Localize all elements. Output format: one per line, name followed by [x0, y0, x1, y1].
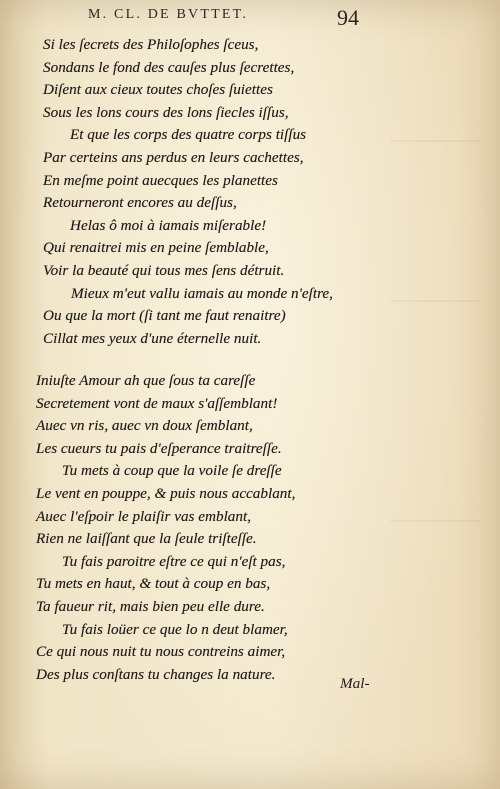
verse-line: Helas ô moi à iamais miſerable! [70, 216, 267, 234]
running-head: M. CL. DE BVTTET. [88, 7, 249, 22]
show-through-mark [390, 140, 480, 142]
verse-line: Tu mets en haut, & tout à coup en bas, [36, 575, 271, 593]
verse-line: Auec l'eſpoir le plaiſir vas emblant, [36, 507, 251, 525]
verse-line: Le vent en pouppe, & puis nous accablant, [36, 484, 296, 502]
verse-line: Ta faueur rit, mais bien peu elle dure. [36, 597, 265, 615]
catchword: Mal- [340, 675, 370, 692]
show-through-mark [390, 520, 480, 522]
verse-line: Iniuſte Amour ah que ſous ta careſſe [36, 372, 256, 389]
verse-line: Auec vn ris, auec vn doux ſemblant, [36, 417, 253, 435]
verse-line: Voir la beauté qui tous mes ſens détruit. [43, 261, 285, 279]
show-through-mark [390, 300, 480, 302]
verse-line: Rien ne laiſſant que la ſeule triſteſſe. [36, 530, 257, 548]
verse-line: Tu mets à coup que la voile ſe dreſſe [62, 462, 282, 480]
verse-line: Ce qui nous nuit tu nous contreins aimer, [36, 643, 286, 661]
verse-line: Et que les corps des quatre corps tiſſus [70, 126, 307, 144]
verse-line: Mieux m'eut vallu iamais au monde n'eſtre, [71, 284, 333, 302]
page-header [0, 2, 500, 32]
verse-line: Par certeins ans perdus en leurs cachettes, [43, 148, 304, 166]
verse-line: Tu fais paroitre eſtre ce qui n'eſt pas, [62, 552, 286, 570]
verse-line: En meſme point auecques les planettes [43, 171, 278, 189]
verse-line: Qui renaitrei mis en peine ſemblable, [43, 239, 269, 257]
verse-line: Tu fais loüer ce que lo n deut blamer, [62, 620, 288, 638]
verse-line: Sondans le fond des cauſes plus ſecrettes, [43, 58, 295, 76]
verse-line: Les cueurs tu pais d'eſperance traitreſſe. [36, 439, 282, 457]
verse-line: Diſent aux cieux toutes choſes ſuiettes [43, 81, 273, 99]
verse-line: Retourneront encores au deſſus, [43, 194, 237, 212]
sonnet-1 [0, 34, 500, 350]
verse-line: Secretement vont de maux s'aſſemblant! [36, 394, 278, 412]
verse-line: Ou que la mort (ſi tant me faut renaitre) [43, 307, 286, 325]
verse-line: Si les ſecrets des Philoſophes ſceus, [43, 36, 259, 53]
sonnet-2 [0, 370, 500, 686]
verse-line: Cillat mes yeux d'une éternelle nuit. [43, 329, 262, 347]
verse-line: Des plus conſtans tu changes la nature. [36, 665, 276, 683]
verse-line: Sous les lons cours des lons ſiecles iſſus, [43, 103, 289, 121]
page-number: 94 [337, 5, 359, 30]
